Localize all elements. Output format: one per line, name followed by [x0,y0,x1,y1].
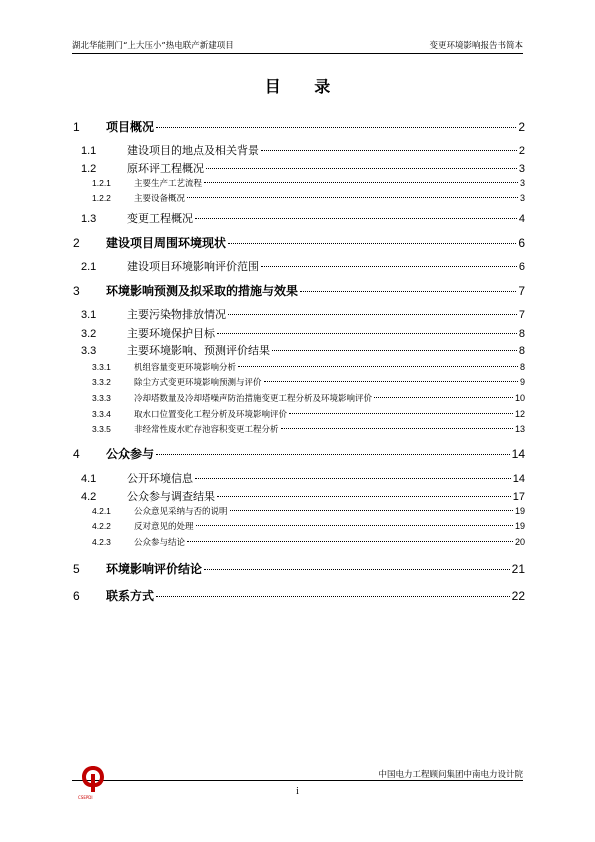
toc-dot-leader [261,150,517,151]
toc-entry[interactable] [72,361,525,373]
toc-dot-leader [272,350,517,351]
toc-entry-title: 机组容量变更环境影响分析 [134,363,237,373]
toc-dot-leader [196,525,513,526]
toc-entry[interactable] [72,118,525,135]
toc-entry-number: 4.2 [81,491,97,503]
toc-entry[interactable] [72,470,525,486]
toc-entry-page: 13 [514,424,525,434]
toc-entry[interactable] [72,560,525,577]
toc-entry-number: 3.3.5 [92,424,111,434]
toc-dot-leader [204,569,510,570]
toc-entry[interactable] [72,392,525,404]
toc-dot-leader [261,266,517,267]
toc-entry[interactable] [72,234,525,251]
toc-entry[interactable] [72,306,525,322]
toc-entry-title: 主要环境保护目标 [127,327,215,340]
toc-entry-number: 1.2.2 [92,193,111,203]
toc-entry-number: 3.3.2 [92,377,111,387]
toc-entry[interactable] [72,325,525,341]
toc-entry-number: 3 [73,284,80,298]
toc-entry[interactable] [72,505,525,517]
toc-entry[interactable] [72,210,525,226]
page-number: i [296,786,299,797]
header-document-type: 变更环境影响报告书简本 [429,41,523,51]
toc-entry-page: 6 [518,236,525,250]
toc-entry-page: 10 [514,393,525,403]
toc-entry-page: 21 [511,562,525,576]
toc-entry-title: 公众参与结论 [134,538,186,548]
toc-entry-title: 主要污染物排放情况 [127,308,226,321]
toc-entry-number: 4.1 [81,473,97,485]
footer-organization: 中国电力工程顾问集团中南电力设计院 [378,770,523,780]
toc-entry-number: 3.2 [81,328,97,340]
toc-dot-leader [187,541,513,542]
toc-entry[interactable] [72,258,525,274]
toc-dot-leader [230,510,513,511]
toc-dot-leader [206,168,517,169]
toc-dot-leader [228,243,516,244]
toc-dot-leader [156,454,510,455]
toc-dot-leader [195,478,511,479]
toc-entry-title: 公众参与调查结果 [127,490,215,503]
footer-rule [72,780,523,782]
toc-entry[interactable] [72,423,525,435]
logo-caption: CSEPDI [78,795,93,800]
toc-entry-page: 8 [519,362,525,372]
toc-entry-number: 2 [73,236,80,250]
toc-entry-number: 3.3.1 [92,362,111,372]
toc-entry-title: 变更工程概况 [127,212,193,225]
toc-entry-title: 环境影响评价结论 [106,562,203,576]
toc-entry[interactable] [72,587,525,604]
toc-entry[interactable] [72,192,525,204]
toc-entry[interactable] [72,282,525,299]
toc-entry-page: 2 [518,120,525,134]
toc-entry-number: 3.3.4 [92,409,111,419]
toc-entry-number: 4.2.1 [92,506,111,516]
toc-dot-leader [238,366,518,367]
toc-dot-leader [228,314,517,315]
toc-entry-page: 9 [519,377,525,387]
toc-entry-page: 3 [519,193,525,203]
toc-entry-title: 原环评工程概况 [127,162,204,175]
toc-dot-leader [156,596,510,597]
toc-entry-number: 1 [73,120,80,134]
toc-entry-number: 1.2.1 [92,178,111,188]
toc-entry-page: 22 [511,589,525,603]
toc-entry-number: 3.1 [81,309,97,321]
header-project-title: 湖北华能荆门“上大压小”热电联产新建项目 [72,41,234,51]
toc-entry-page: 12 [514,409,525,419]
toc-entry-title: 建设项目周围环境现状 [106,236,227,250]
toc-entry-page: 8 [518,345,525,357]
toc-dot-leader [289,413,513,414]
toc-entry[interactable] [72,160,525,176]
toc-entry-title: 主要环境影响、预测评价结果 [127,344,270,357]
toc-entry-number: 4.2.3 [92,537,111,547]
toc-entry[interactable] [72,408,525,420]
toc-dot-leader [195,218,517,219]
toc-entry-title: 公开环境信息 [127,472,193,485]
toc-entry[interactable] [72,488,525,504]
toc-dot-leader [374,397,513,398]
toc-entry-title: 建设项目环境影响评价范围 [127,260,259,273]
toc-entry-title: 环境影响预测及拟采取的措施与效果 [106,284,299,298]
toc-entry[interactable] [72,445,525,462]
toc-entry-page: 2 [518,145,525,157]
toc-entry-title: 建设项目的地点及相关背景 [127,144,259,157]
toc-entry-number: 1.3 [81,213,97,225]
toc-entry-title: 非经常性废水贮存池容积变更工程分析 [134,425,279,435]
toc-entry-title: 除尘方式变更环境影响预测与评价 [134,378,262,388]
toc-dot-leader [217,496,511,497]
toc-entry-number: 1.1 [81,145,97,157]
toc-entry-number: 3.3.3 [92,393,111,403]
toc-entry-number: 2.1 [81,261,97,273]
toc-entry-page: 7 [518,284,525,298]
toc-entry-page: 19 [514,506,525,516]
toc-entry-title: 冷却塔数量及冷却塔噪声防治措施变更工程分析及环境影响评价 [134,394,373,404]
toc-entry[interactable] [72,536,525,548]
toc-entry-page: 6 [518,261,525,273]
toc-entry-page: 14 [511,447,525,461]
toc-entry-page: 8 [518,328,525,340]
toc-entry-title: 公众参与 [106,447,155,461]
toc-dot-leader [300,291,516,292]
toc-entry-title: 联系方式 [106,589,155,603]
toc-entry-title: 主要设备概况 [134,194,186,204]
toc-entry-page: 3 [519,178,525,188]
toc-entry-title: 取水口位置变化工程分析及环境影响评价 [134,410,288,420]
toc-entry-number: 1.2 [81,163,97,175]
toc-entry-page: 20 [514,537,525,547]
toc-title: 目 录 [264,77,345,96]
toc-entry[interactable] [72,342,525,358]
toc-entry-title: 主要生产工艺流程 [134,179,203,189]
toc-entry-number: 4 [73,447,80,461]
toc-dot-leader [281,428,513,429]
toc-entry-title: 公众意见采纳与否的说明 [134,507,228,517]
toc-entry-title: 反对意见的处理 [134,522,194,532]
toc-entry[interactable] [72,177,525,189]
toc-entry-page: 17 [512,491,525,503]
toc-entry-title: 项目概况 [106,120,155,134]
toc-entry[interactable] [72,142,525,158]
toc-entry[interactable] [72,376,525,388]
toc-dot-leader [204,182,518,183]
toc-entry-page: 3 [518,163,525,175]
toc-entry-number: 5 [73,562,80,576]
toc-entry[interactable] [72,520,525,532]
toc-dot-leader [187,197,518,198]
toc-entry-number: 4.2.2 [92,521,111,531]
toc-dot-leader [264,381,518,382]
toc-dot-leader [217,333,517,334]
toc-entry-number: 6 [73,589,80,603]
toc-entry-number: 3.3 [81,345,97,357]
toc-entry-page: 19 [514,521,525,531]
toc-entry-page: 4 [518,213,525,225]
toc-entry-page: 7 [518,309,525,321]
page-header [72,33,523,54]
toc-dot-leader [156,127,516,128]
toc-entry-page: 14 [512,473,525,485]
